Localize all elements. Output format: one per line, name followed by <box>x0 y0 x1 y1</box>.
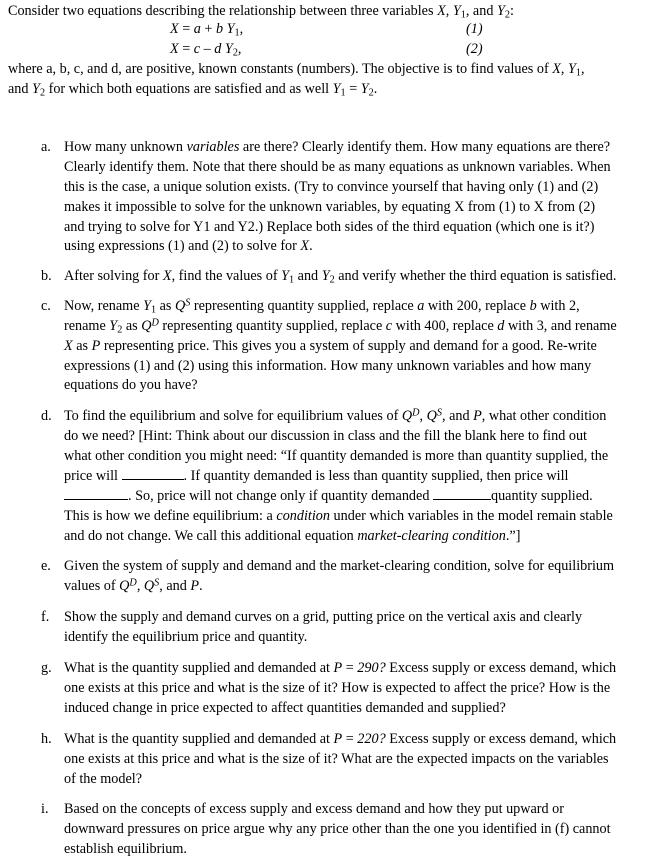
question-marker: c. <box>41 298 51 314</box>
question-b-line-1: After solving for X, find the values of $Y_1$ and $Y_2$ and verify whether the third equation is satisfied. <box>64 268 617 286</box>
question-g-line-3: induced change in price expected to affect quantities demanded and supplied? <box>64 700 506 716</box>
question-e-line-1: Given the system of supply and demand and the market-clearing condition, solve for equilibrium <box>64 558 615 574</box>
question-a-line-4: makes it impossible to solve for the unknown variables, by equating X from (1) to X from (2) <box>64 199 596 215</box>
question-h-line-2: one exists at this price and what is the size of it? What are the expected impacts on the variables <box>64 751 609 767</box>
question-d-line-1: To find the equilibrium and solve for equilibrium values of $Q^D$, $Q^S$, and P, what other condition <box>64 407 607 424</box>
equation-2: X = c – d $Y_2$, (2) <box>170 41 483 59</box>
question-g-line-2: one exists at this price and what is the size of it? How is expected to affect the price? How is the <box>64 680 611 696</box>
question-d-line-4: price will . If quantity demanded is less than quantity supplied, then price will <box>64 468 569 484</box>
question-i-line-2: downward pressures on price argue why any price other than the one you identified in (f) cannot <box>64 821 611 837</box>
question-e-line-2: values of $Q^D$, $Q^S$, and P. <box>64 577 203 594</box>
question-c-line-5: equations do you have? <box>64 377 198 393</box>
fill-blank[interactable] <box>64 487 128 500</box>
question-a-line-6: using expressions (1) and (2) to solve for X. <box>64 238 313 254</box>
question-marker: e. <box>41 558 51 574</box>
intro-line-3: and $Y_2$ for which both equations are satisfied and as well $Y_1 = Y_2$. <box>8 81 378 99</box>
intro-line-2: where a, b, c, and d, are positive, known constants (numbers). The objective is to find values of X, $Y_1$, <box>8 61 585 79</box>
question-d-line-3: what other condition you might need: “If quantity demanded is more than quantity supplied, the <box>64 448 609 464</box>
question-a-line-5: and trying to solve for Y1 and Y2.) Replace both sides of the third equation (which one is it?) <box>64 219 595 235</box>
question-c-line-3: X as P representing price. This gives you a system of supply and demand for a good. Re-write <box>64 338 597 354</box>
question-a-line-3: this is the case, a unique solution exists. (Try to convince yourself that having only (1) and (2) <box>64 179 599 195</box>
question-marker: d. <box>41 408 52 424</box>
question-d-line-2: do we need? [Hint: Think about our discussion in class and the fill the blank here to find out <box>64 428 587 444</box>
question-i-line-3: establish equilibrium. <box>64 841 187 857</box>
question-marker: g. <box>41 660 52 676</box>
question-f-line-1: Show the supply and demand curves on a grid, putting price on the vertical axis and clearly <box>64 609 583 625</box>
question-d-line-5: . So, price will not change only if quantity demanded quantity supplied. <box>64 487 593 505</box>
question-h-line-1: What is the quantity supplied and demanded at P = 220? Excess supply or excess demand, which <box>64 731 617 747</box>
question-f-line-2: identify the equilibrium price and quantity. <box>64 629 308 645</box>
fill-blank[interactable] <box>433 487 491 500</box>
question-marker: a. <box>41 139 51 155</box>
question-a-line-1: How many unknown variables are there? Clearly identify them. How many equations are there? <box>64 139 611 155</box>
question-d-line-7: and do not change. We call this additional equation market-clearing condition.”] <box>64 528 521 544</box>
question-marker: i. <box>41 801 49 817</box>
equation-1: X = a + b $Y_1$, (1) <box>170 21 483 39</box>
fill-blank[interactable] <box>122 467 184 480</box>
question-c-line-4: expressions (1) and (2) using this information. How many unknown variables and how many <box>64 358 592 374</box>
question-g-line-1: What is the quantity supplied and demanded at P = 290? Excess supply or excess demand, which <box>64 660 617 676</box>
question-i-line-1: Based on the concepts of excess supply and excess demand and how they put upward or <box>64 801 564 817</box>
question-a-line-2: Clearly identify them. Note that there should be as many equations as unknown variables. When <box>64 159 611 175</box>
question-marker: h. <box>41 731 52 747</box>
question-d-line-6: This is how we define equilibrium: a condition under which variables in the model remain stable <box>64 508 613 524</box>
intro-line-1: Consider two equations describing the relationship between three variables X, $Y_1$, and $Y_2$: <box>8 3 514 21</box>
question-marker: b. <box>41 268 52 284</box>
question-c-line-2: rename $Y_2$ as $Q^D$ representing quantity supplied, replace c with 400, replace d with 3, and rename <box>64 317 617 336</box>
question-marker: f. <box>41 609 50 625</box>
question-c-line-1: Now, rename $Y_1$ as $Q^S$ representing quantity supplied, replace a with 200, replace b with 2, <box>64 297 580 316</box>
question-h-line-3: of the model? <box>64 771 143 787</box>
